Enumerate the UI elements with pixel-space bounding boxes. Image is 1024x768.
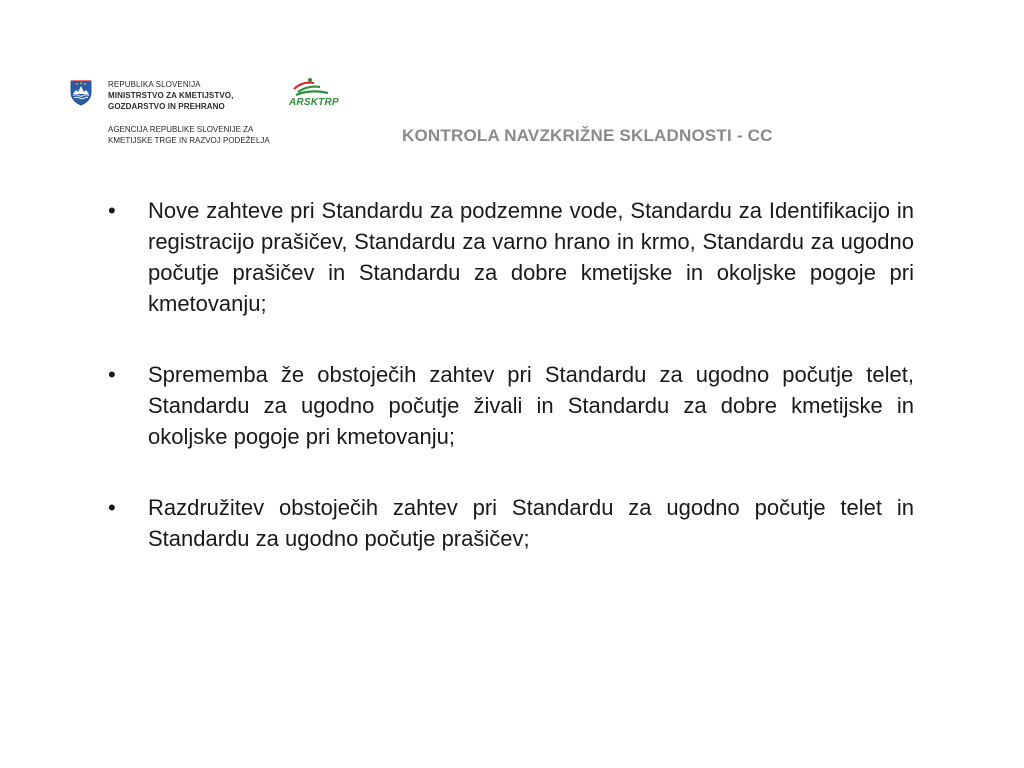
agency-line-1: AGENCIJA REPUBLIKE SLOVENIJE ZA (108, 125, 254, 134)
bullet-icon: • (108, 495, 116, 520)
bullet-list (108, 195, 914, 594)
bullet-text: Sprememba že obstoječih zahtev pri Standardu za ugodno počutje telet, Standardu za ugodno počutje živali in Standardu za dobre kmetijske in okoljske pogoje pri kmetovanju; (148, 362, 914, 449)
bullet-text: Razdružitev obstoječih zahtev pri Standardu za ugodno počutje telet in Standardu za ugodno počutje prašičev; (148, 495, 914, 551)
agency-name (108, 124, 270, 146)
ministry-name (108, 79, 233, 112)
ministry-line-2: MINISTRSTVO ZA KMETIJSTVO, (108, 91, 234, 100)
bullet-icon: • (108, 362, 116, 387)
arsktrp-logo-text: ARSKTRP (289, 97, 339, 108)
bullet-item (108, 359, 914, 452)
slide-title: KONTROLA NAVZKRIŽNE SKLADNOSTI - CC (402, 126, 773, 145)
slide-header (0, 0, 1024, 160)
bullet-item (108, 195, 914, 319)
ministry-line-3: GOZDARSTVO IN PREHRANO (108, 102, 225, 111)
bullet-item (108, 492, 914, 554)
coat-of-arms-icon (70, 80, 92, 106)
bullet-text: Nove zahteve pri Standardu za podzemne vode, Standardu za Identifikacijo in registracijo prašičev, Standardu za varno hrano in krmo, Standardu za ugodno počutje prašičev in Standardu za dobre kmetijske in okoljske pogoje pri kmetovanju; (148, 198, 914, 316)
agency-line-2: KMETIJSKE TRGE IN RAZVOJ PODEŽELJA (108, 136, 270, 145)
bullet-icon: • (108, 198, 116, 223)
ministry-line-1: REPUBLIKA SLOVENIJA (108, 80, 201, 89)
